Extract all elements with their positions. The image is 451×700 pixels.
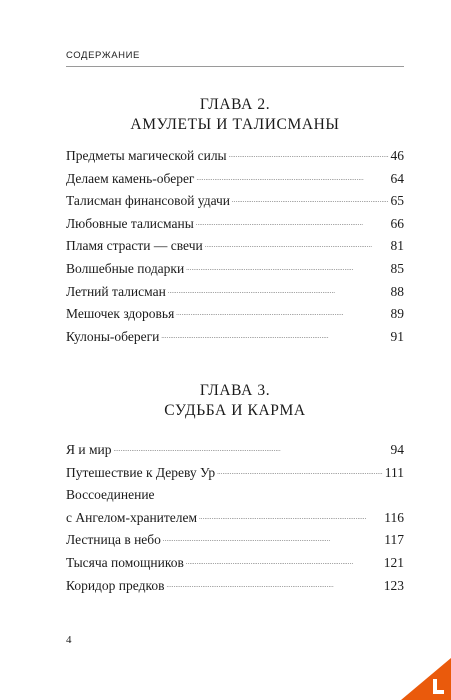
toc-entry-title: Коридор предков [66,577,165,593]
toc-entry-page: 117 [384,532,404,548]
chapter-2-title: АМУЛЕТЫ И ТАЛИСМАНЫ [130,116,340,133]
toc-entry-title: Я и мир [66,442,112,457]
toc-entry-page: 89 [390,306,404,322]
toc-entry-page: 46 [390,148,404,163]
chapter-2-heading [66,95,404,135]
dot-leader [217,459,383,485]
toc-entry-page: 65 [390,193,404,209]
toc-entry-title: Любовные талисманы [66,215,194,231]
toc-entry-title: Пламя страсти — свечи [66,238,203,254]
toc-entry-title: Тысяча помощников [66,554,184,570]
header-rule [66,66,404,67]
toc-entry-title: Мешочек здоровья [66,306,175,322]
toc-entry-page: 64 [390,170,404,186]
toc-entry-title: Талисман финансовой удачи [66,193,231,209]
toc-entry-title: Летний талисман [66,283,166,299]
toc-entry-page: 88 [390,283,404,299]
running-head: СОДЕРЖАНИЕ [66,50,140,61]
toc-entry-title: Кулоны-обереги [66,328,160,344]
chapter-3-title: СУДЬБА И КАРМА [164,402,306,419]
toc-entry-title: Волшебные подарки [66,260,185,276]
toc-entry[interactable] [66,462,404,485]
toc-entry-title: Лестница в небо [66,532,161,548]
labirint-l-logo-icon [430,678,446,696]
chapter-2-number: ГЛАВА 2. [199,96,271,113]
page-number: 4 [66,634,72,646]
toc-entry-title: Путешествие к Дереву Ур [66,464,216,480]
toc-entry-page: 81 [390,238,404,254]
toc-entry-page: 91 [390,328,404,344]
chapter-3-heading [66,381,404,421]
toc-entry-page: 111 [384,464,404,480]
toc-entry-page: 116 [384,509,404,525]
toc-entry-page: 85 [390,260,404,276]
toc-entry-title: Делаем камень-оберег [66,170,195,186]
toc-entry[interactable] [66,326,404,349]
chapter-3-number: ГЛАВА 3. [199,382,271,399]
toc-entry[interactable] [66,575,404,598]
toc-entry-title: Предметы магической силы [66,148,227,163]
toc-entry-page: 121 [383,554,404,570]
toc-entry-page: 123 [383,577,404,593]
dot-leader [161,323,388,349]
labirint-logo[interactable] [401,658,451,700]
toc-entry-title: с Ангелом-хранителем [66,509,198,525]
toc-entry-page: 66 [390,215,404,231]
toc-entry-page: 94 [390,442,404,457]
dot-leader [166,572,381,598]
chapter-3-toc [66,439,404,597]
chapter-2-toc [66,145,404,348]
toc-entry-title: Воссоединение [66,487,155,503]
